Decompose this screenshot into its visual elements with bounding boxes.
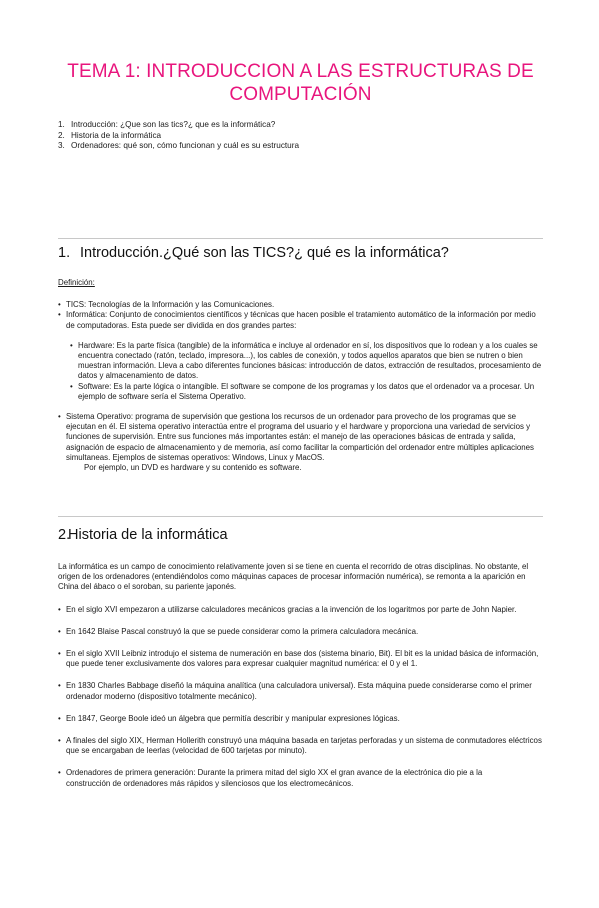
toc-item: 2. Historia de la informática: [58, 130, 162, 140]
section-heading: 2.Historia de la informática: [58, 527, 228, 543]
example-note: Por ejemplo, un DVD es hardware y su contenido es software.: [84, 463, 302, 473]
list-item: • TICS: Tecnologías de la Información y las Comunicaciones.: [58, 300, 543, 310]
toc-item: 1. Introducción: ¿Que son las tics?¿ que es la informática?: [58, 120, 276, 129]
document-page: [0, 60, 599, 908]
list-item-hardware: • Hardware: Es la parte física (tangible) de la informática e incluye al ordenador en sí, los dispositivos que lo rodean y a los cuales se encuentra conectado (ratón, teclado, impresora...), los cables de conexión, y todos aquellos aparatos que bien se nutren o bien muestran información. Lleva a cabo diferentes funciones básicas: introducción de datos, extracción de resultados, procesamiento de datos y almacenamiento de datos.: [70, 341, 543, 382]
list-item: • Ordenadores de primera generación: Durante la primera mitad del siglo XX el gran avance de la electrónica dio pie a la construcción de ordenadores más rápidos y silenciosos que los electromecánicos.: [58, 768, 543, 788]
table-of-contents: [58, 120, 543, 152]
list-item: • En 1847, George Boole ideó un álgebra que permitía describir y manipular expresiones lógicas.: [58, 714, 543, 724]
toc-item: 3. Ordenadores: qué son, cómo funcionan y cuál es su estructura: [58, 141, 300, 150]
section-1: [58, 244, 543, 473]
list-item-software: • Software: Es la parte lógica o intangible. El software se compone de los programas y los datos que el ordenador va a procesar. Un ejemplo de software sería el Sistema Operativo.: [70, 382, 543, 402]
os-list: [58, 412, 543, 463]
history-list: [58, 605, 543, 789]
informatics-parts-list: [58, 341, 543, 402]
toc-item-text: Ordenadores: qué son, cómo funcionan y cuál es su estructura: [71, 141, 300, 150]
section-divider: [58, 516, 543, 517]
list-item: • En el siglo XVI empezaron a utilizarse calculadores mecánicos gracias a la invención de los logaritmos por parte de John Napier.: [58, 605, 543, 615]
list-item-operating-system: • Sistema Operativo: programa de supervisión que gestiona los recursos de un ordenador para provecho de los programas que se ejecutan en él. El sistema operativo interactúa entre el programa del usuario y el hardware y proporciona una variedad de servicios y funciones de supervisión. Entre sus funciones más importantes están: el manejo de las operaciones básicas de entrada y salida, asignación de espacio de almacenamiento y de memoria, así como facilitar la compartición del ordenador entre múltiples aplicaciones simultaneas. Ejemplos de sistemas operativos: Windows, Linux y MacOS.: [58, 412, 543, 463]
list-item: • En 1642 Blaise Pascal construyó la que se puede considerar como la primera calculadora mecánica.: [58, 627, 543, 637]
toc-item-text: Introducción: ¿Que son las tics?¿ que es la informática?: [71, 120, 276, 129]
list-item: • En el siglo XVII Leibniz introdujo el sistema de numeración en base dos (sistema binario, Bit). El bit es la unidad básica de información, que puede tener exclusivamente dos valores para expresar cualquier magnitud numérica: el 0 y el 1.: [58, 649, 543, 669]
list-item: • Informática: Conjunto de conocimientos científicos y técnicas que hacen posible el tratamiento automático de la información por medio de computadoras. Esta puede ser dividida en dos grandes partes:: [58, 310, 543, 330]
list-item: • A finales del siglo XIX, Herman Hollerith construyó una máquina basada en tarjetas perforadas y un sistema de conmutadores eléctricos que se encargaban de leerlas (velocidad de 600 tarjetas por minuto).: [58, 736, 543, 756]
section-heading: 1. Introducción.¿Qué son las TICS?¿ qué es la informática?: [58, 245, 449, 261]
section-2: [58, 526, 543, 801]
definition-label: Definición:: [58, 278, 95, 287]
definition-list: [58, 300, 543, 331]
history-intro: La informática es un campo de conocimiento relativamente joven si se tiene en cuenta el recorrido de otras disciplinas. No obstante, el origen de los ordenadores (entendiéndolos como máquinas capaces de procesar información numérica), se remonta a la aparición en China del ábaco o el soroban, su pariente japonés.: [58, 562, 529, 592]
list-item: • En 1830 Charles Babbage diseñó la máquina analítica (una calculadora universal). Esta máquina puede considerarse como el primer ordenador moderno (dispositivo totalmente mecánico).: [58, 681, 543, 701]
section-divider: [58, 238, 543, 239]
document-title: TEMA 1: INTRODUCCION A LAS ESTRUCTURAS DE COMPUTACIÓN: [67, 61, 534, 105]
toc-item-text: Historia de la informática: [71, 130, 162, 140]
